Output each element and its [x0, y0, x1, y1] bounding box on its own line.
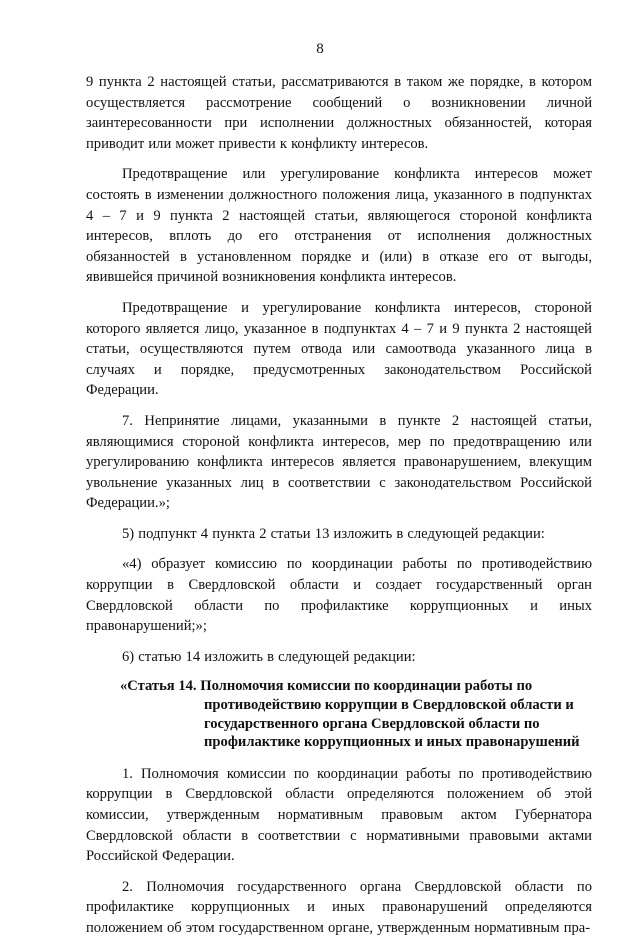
article-14-paragraph-1: 1. Полномочия комиссии по координации работы по противодействию коррупции в Свердловской области определяются положением об этой комиссии, утвержденным нормативным правовым актом Губернатора Свердловской области в соответствии с нормативными правовыми актами Российской Федерации. — [86, 765, 592, 865]
paragraph-subitem-5: 5) подпункт 4 пункта 2 статьи 13 изложить в следующей редакции: — [122, 525, 545, 542]
paragraph-prevention-change-position: Предотвращение или урегулирование конфликта интересов может состоять в изменении должностного положения лица, указанного в подпунктах 4 – 7 и 9 пункта 2 настоящей статьи, являющегося стороной конфликта интересов, вплоть до его отстранения от исполнения должностных обязанностей в установленном порядке и (или) в отказе его от выгоды, явившейся причиной возникновения конфликта интересов. — [86, 166, 592, 286]
paragraph-prevention-recusal: Предотвращение и урегулирование конфликта интересов, стороной которого является лицо, указанное в подпунктах 4 – 7 и 9 пункта 2 настоящей статьи, осуществляются путем отвода или самоотвода указанного лица в случаях и порядке, предусмотренных законодательством Российской Федерации. — [86, 299, 592, 399]
article-14-paragraph-2: 2. Полномочия государственного органа Свердловской области по профилактике коррупционных и иных правонарушений определяются положением об этом государственном органе, утвержденным нормативным пра- — [86, 878, 592, 936]
paragraph-item-7: 7. Непринятие лицами, указанными в пункте 2 настоящей статьи, являющимися стороной конфликта интересов, мер по предотвращению или урегулированию конфликта интересов является правонарушением, влекущим увольнение указанных лиц в соответствии с законодательством Российской Федерации.»; — [86, 412, 592, 512]
page-number: 8 — [316, 41, 324, 57]
paragraph-subitem-6: 6) статью 14 изложить в следующей редакции: — [122, 648, 416, 665]
document-body — [86, 72, 592, 949]
paragraph-continuation: 9 пункта 2 настоящей статьи, рассматриваются в таком же порядке, в котором осуществляется рассмотрение сообщений о возникновении личной заинтересованности при исполнении должностных обязанностей, которая приводит или может привести к конфликту интересов. — [86, 74, 592, 152]
paragraph-quoted-item-4: «4) образует комиссию по координации работы по противодействию коррупции в Свердловской области и создает государственный орган Свердловской области по профилактике коррупционных и иных правонарушений;»; — [86, 556, 592, 635]
article-14-heading: «Статья 14. Полномочия комиссии по координации работы по противодействию коррупции в Свердловской области и государственного органа Свердловской области по профилактике коррупционных и иных правонарушений — [120, 678, 580, 751]
